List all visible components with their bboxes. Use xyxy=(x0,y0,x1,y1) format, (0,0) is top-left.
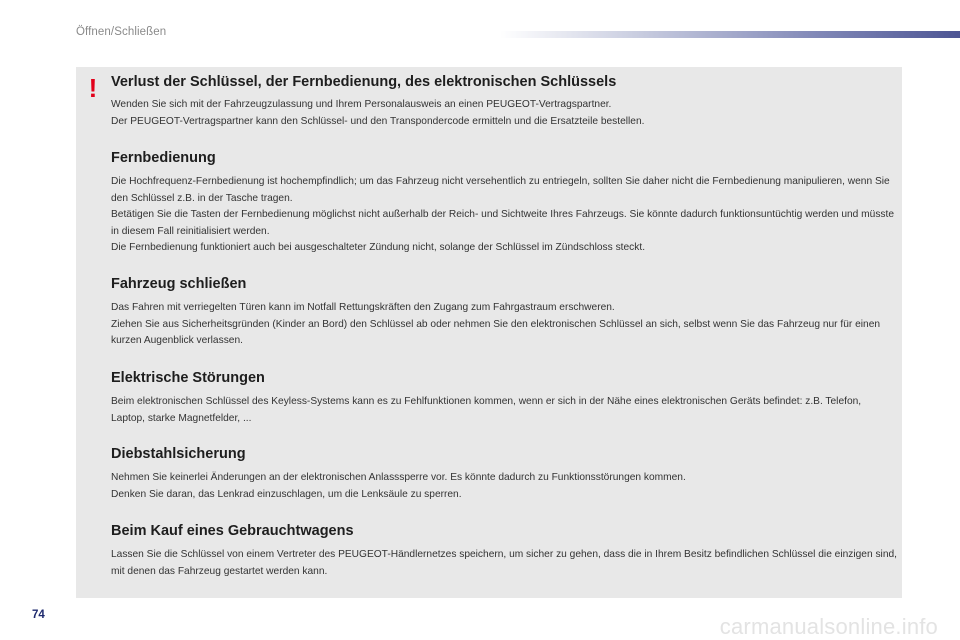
section-heading: Beim Kauf eines Gebrauchtwagens xyxy=(111,523,354,539)
exclamation-icon: ! xyxy=(88,73,98,103)
section-remote-control xyxy=(111,149,897,257)
section-heading: Elektrische Störungen xyxy=(111,370,265,386)
section-heading: Fahrzeug schließen xyxy=(111,276,247,292)
section-paragraph: Betätigen Sie die Tasten der Fernbedienung möglichst nicht außerhalb der Reich- und Sichtweite Ihres Fahrzeugs. Sie könnte dadurch funktionsuntüchtig werden und müsste in diesem Fall reinitialisiert werden. xyxy=(111,209,895,237)
section-heading: Diebstahlsicherung xyxy=(111,446,246,462)
section-anti-theft xyxy=(111,445,897,503)
watermark-text: carmanualsonline.info xyxy=(719,614,938,639)
section-electrical-faults xyxy=(111,369,897,427)
section-key-loss xyxy=(111,73,897,130)
section-paragraph: Nehmen Sie keinerlei Änderungen an der elektronischen Anlasssperre vor. Es könnte dadurch zu Funktionsstörungen kommen. xyxy=(111,472,686,483)
section-paragraph: Die Fernbedienung funktioniert auch bei ausgeschalteter Zündung nicht, solange der Schlüssel im Zündschloss steckt. xyxy=(111,242,646,253)
section-lock-vehicle xyxy=(111,275,897,350)
page-header-title: Öffnen/Schließen xyxy=(76,26,167,38)
section-heading: Verlust der Schlüssel, der Fernbedienung, des elektronischen Schlüssels xyxy=(111,74,617,90)
section-paragraph: Lassen Sie die Schlüssel von einem Vertreter des PEUGEOT-Händlernetzes speichern, um sicher zu gehen, dass die in Ihrem Besitz befindlichen Schlüssel die einzigen sind, mit denen das Fahrzeug gestartet werden kann. xyxy=(111,549,897,577)
warning-panel xyxy=(76,67,902,598)
section-paragraph: Denken Sie daran, das Lenkrad einzuschlagen, um die Lenksäule zu sperren. xyxy=(111,488,462,500)
section-paragraph: Ziehen Sie aus Sicherheitsgründen (Kinder an Bord) den Schlüssel ab oder nehmen Sie den elektronischen Schlüssel an sich, selbst wenn Sie das Fahrzeug nur für einen kurzen Augenblick verlassen. xyxy=(111,318,881,346)
page-number: 74 xyxy=(32,609,45,621)
header-accent-bar xyxy=(500,31,960,38)
section-paragraph: Beim elektronischen Schlüssel des Keyless-Systems kann es zu Fehlfunktionen kommen, wenn er sich in der Nähe eines elektronischen Geräts befindet: z.B. Telefon, Laptop, starke Magnetfelder, ... xyxy=(111,396,862,424)
section-paragraph: Das Fahren mit verriegelten Türen kann im Notfall Rettungskräften den Zugang zum Fahrgastraum erschweren. xyxy=(111,302,615,313)
section-paragraph: Der PEUGEOT-Vertragspartner kann den Schlüssel- und den Transpondercode ermitteln und die Ersatzteile bestellen. xyxy=(111,115,645,127)
section-paragraph: Die Hochfrequenz-Fernbedienung ist hochempfindlich; um das Fahrzeug nicht versehentlich zu entriegeln, sollten Sie daher nicht die Fernbedienung manipulieren, wenn Sie den Schlüssel z.B. in der Tasche tragen. xyxy=(111,176,890,204)
section-paragraph: Wenden Sie sich mit der Fahrzeugzulassung und Ihrem Personalausweis an einen PEUGEOT-Vertragspartner. xyxy=(111,99,612,110)
section-heading: Fernbedienung xyxy=(111,150,216,166)
section-used-car xyxy=(111,522,897,580)
